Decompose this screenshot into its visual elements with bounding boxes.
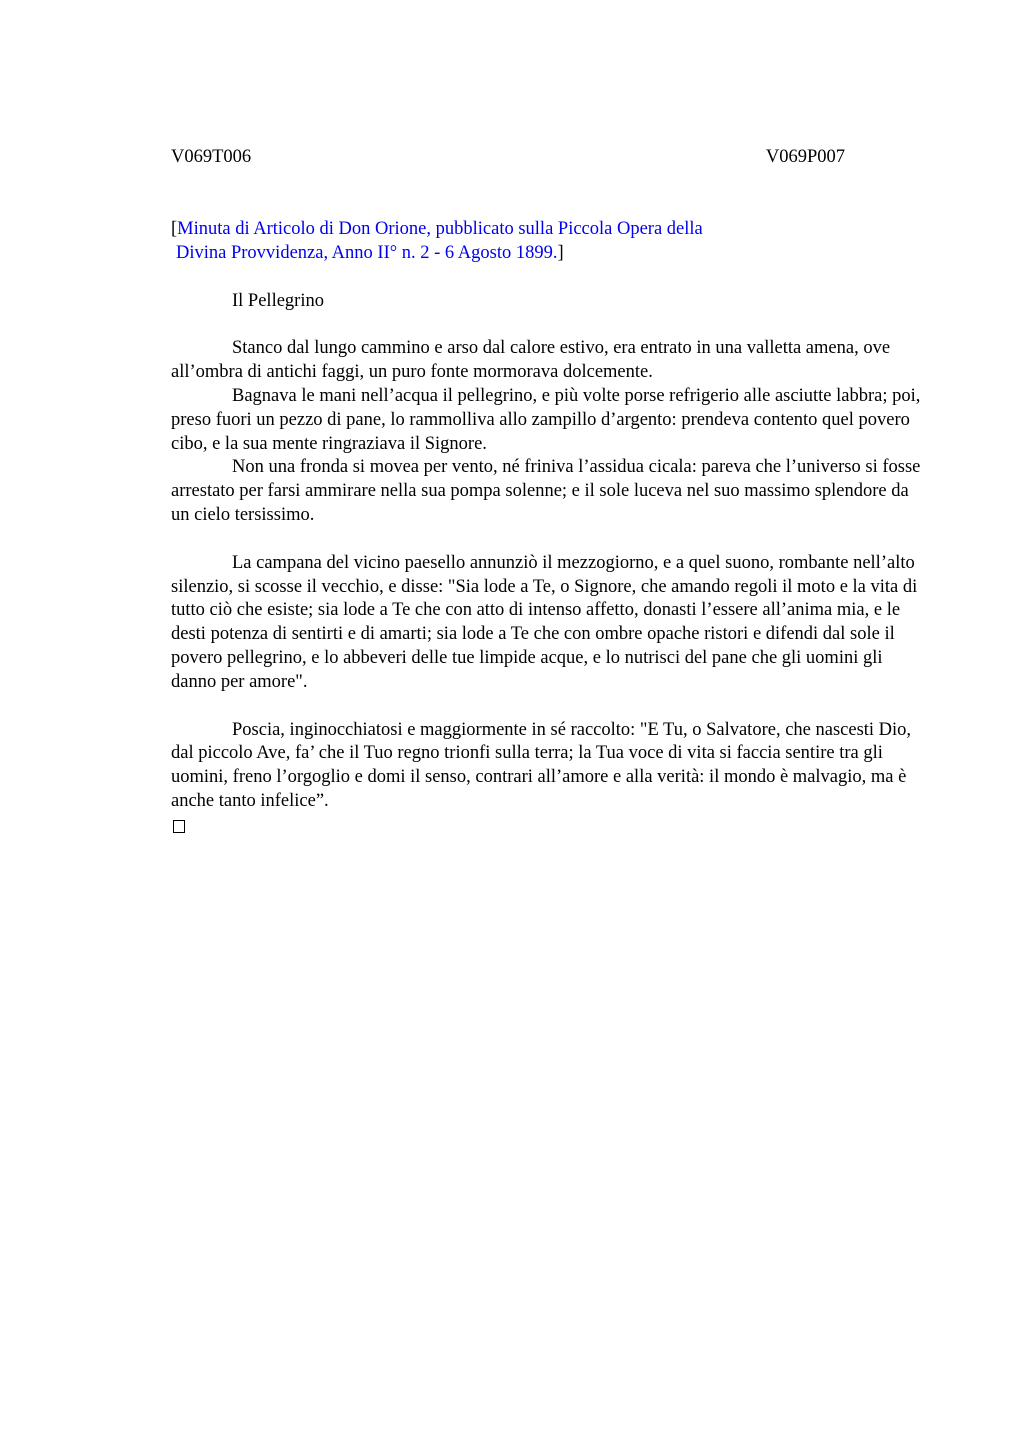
note-link-text-1[interactable]: Minuta di Articolo di Don Orione, pubblicato sulla Piccola Opera della <box>177 219 703 239</box>
paragraph-1: Stanco dal lungo cammino e arso dal calore estivo, era entrato in una valletta amena, ove all’ombra di antichi faggi, un puro fonte mormorava dolcemente. <box>171 338 891 383</box>
paragraph-4: La campana del vicino paesello annunziò il mezzogiorno, e a quel suono, rombante nell’alto silenzio, si scosse il vecchio, e disse: "Sia lode a Te, o Signore, che amando regoli il moto e la vita di tutto ciò che esiste; sia lode a Te che con atto di intenso affetto, donasti l’essere all’anima mia, e le desti potenza di sentirti e di amarti; sia lode a Te che con ombre opache ristori e difendi dal sole il povero pellegrino, e lo abbeveri delle tue limpide acque, e lo nutrisci del pane che gli uomini gli danno per amore". <box>171 552 918 692</box>
note-link-text-2[interactable]: Divina Provvidenza, Anno II° n. 2 - 6 Agosto 1899. <box>176 242 558 263</box>
document-header <box>171 146 845 170</box>
note-open-bracket: [ <box>171 219 178 239</box>
editorial-note-line-1 <box>171 218 931 242</box>
document-page <box>171 146 931 841</box>
paragraph-5: Poscia, inginocchiatosi e maggiormente in sé raccolto: "E Tu, o Salvatore, che nascesti Dio, dal piccolo Ave, fa’ che il Tuo regno trionfi sulla terra; la Tua voce di vita si faccia sentire tra gli uomini, freno l’orgoglio e domi il senso, contrari all’amore e alla verità: il mondo è malvagio, ma è anche tanto infelice”. <box>171 719 912 811</box>
editorial-note-line-2 <box>171 242 931 266</box>
editorial-note <box>171 218 931 266</box>
article-title: Il Pellegrino <box>232 290 324 311</box>
paragraph-3: Non una fronda si movea per vento, né friniva l’assidua cicala: pareva che l’universo si fosse arrestato per farsi ammirare nella sua pompa solenne; e il sole luceva nel suo massimo splendore da un cielo tersissimo. <box>171 457 921 525</box>
note-close-bracket: ] <box>557 242 564 263</box>
volume-text-code: V069T006 <box>171 147 252 167</box>
checkbox-square-icon <box>173 820 185 833</box>
volume-page-code: V069P007 <box>765 147 845 167</box>
paragraph-2: Bagnava le mani nell’acqua il pellegrino, e più volte porse refrigerio alle asciutte labbra; poi, preso fuori un pezzo di pane, lo rammolliva allo zampillo d’argento: prendeva contento quel povero cibo, e la sua mente ringraziava il Signore. <box>171 385 921 454</box>
